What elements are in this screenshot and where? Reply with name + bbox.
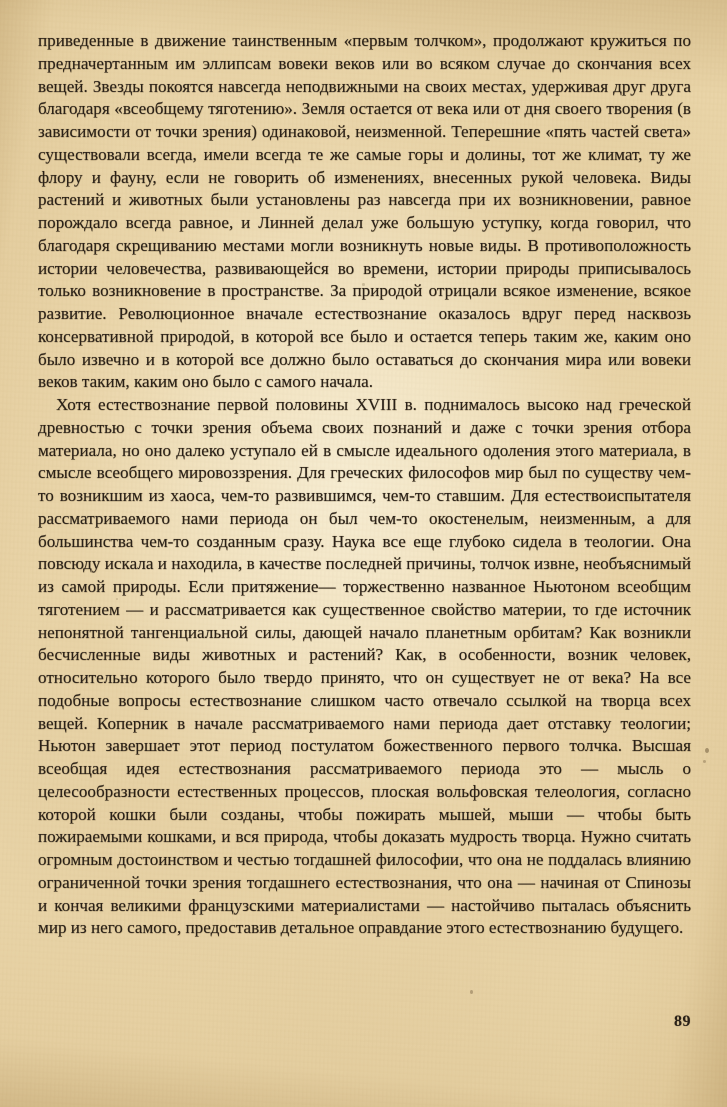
ink-speck: [470, 990, 473, 994]
page-text-block: [38, 30, 691, 940]
paragraph-body: Хотя естествознание первой половины XVIII в. поднималось высоко над греческой древностью с точки зрения объема своих познаний и даже с точки зрения отбора материала, но оно далеко уступало ей в смысле идеального одоления этого материала, в смысле всеобщего мировоззрения. Для греческих философов мир был по существу чем-то возникшим из хаоса, чем-то развившимся, чем-то ставшим. Для естествоиспытателя рассматриваемого нами периода он был чем-то окостенелым, неизменным, а для большинства чем-то созданным сразу. Наука все еще глубоко сидела в теологии. Она повсюду искала и находила, в качестве последней причины, толчок извне, необъяснимый из самой природы. Если притяжение— торжественно названное Ньютоном всеобщим тяготением — и рассматривается как существенное свойство материи, то где источник непонятной тангенциальной силы, дающей начало планетным орбитам? Как возникли бесчисленные виды животных и растений? Как, в особенности, возник человек, относительно которого было твердо принято, что он существует не от века? На все подобные вопросы естествознание слишком часто отвечало ссылкой на творца всех вещей. Коперник в начале рассматриваемого нами периода дает отставку теологии; Ньютон завершает этот период постулатом божественного первого толчка. Высшая всеобщая идея естествознания рассматриваемого периода это — мысль о целесообразности естественных процессов, плоская вольфовская телеология, согласно которой кошки были созданы, чтобы пожирать мышей, мыши — чтобы быть пожираемыми кошками, и вся природа, чтобы доказать мудрость творца. Нужно считать огромным достоинством и честью тогдашней философии, что она не поддалась влиянию ограниченной точки зрения тогдашнего естествознания, что она — начиная от Спинозы и кончая великими французскими материалистами — настойчиво пыталась объяснить мир из него самого, предоставив детальное оправдание этого естествознанию будущего.: [38, 395, 691, 938]
page-number: 89: [674, 1013, 691, 1030]
paragraph-continuation: приведенные в движение таинственным «первым толчком», продолжают кружиться по предначертанным им эллипсам вовеки веков или во всяком случае до скончания всех вещей. Звезды покоятся навсегда неподвижными на своих местах, удерживая друг друга благодаря «всеобщему тяготению». Земля остается от века или от дня своего творения (в зависимости от точки зрения) одинаковой, неизменной. Теперешние «пять частей света» существовали всегда, имели всегда те же самые горы и долины, тот же климат, ту же флору и фауну, если не говорить об изменениях, внесенных рукой человека. Виды растений и животных были установлены раз навсегда при их возникновении, равное порождало всегда равное, и Линней делал уже большую уступку, когда говорил, что благодаря скрещиванию местами могли возникнуть новые виды. В противоположность истории человечества, развивающейся во времени, истории природы приписывалось только возникновение в пространстве. За природой отрицали всякое изменение, всякое развитие. Революционное вначале естествознание оказалось вдруг перед насквозь консервативной природой, в которой все было и остается теперь таким же, каким оно было извечно и в которой все должно было оставаться до скончания мира или вовеки веков таким, каким оно было с самого начала.: [38, 31, 691, 392]
ink-speck: [705, 748, 709, 753]
ink-speck: [703, 760, 706, 763]
